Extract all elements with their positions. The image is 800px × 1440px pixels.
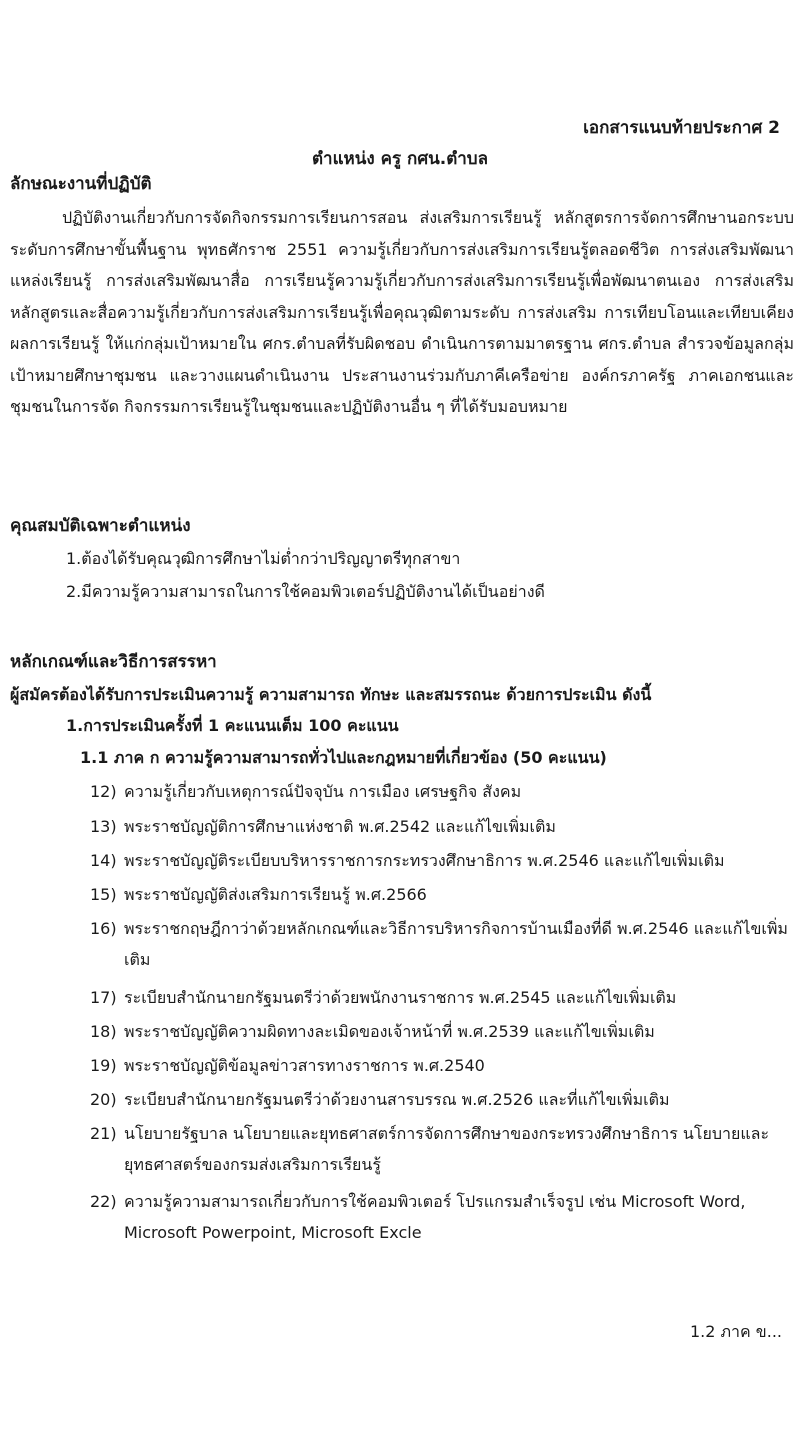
topic-item-19 <box>90 1050 788 1081</box>
position-title: ตำแหน่ง ครู กศน.ตำบล <box>312 149 488 169</box>
job-description-heading: ลักษณะงานที่ปฏิบัติ <box>10 174 152 194</box>
job-description-body: ปฏิบัติงานเกี่ยวกับการจัดกิจกรรมการเรียนการสอน ส่งเสริมการเรียนรู้ หลักสูตรการจัดการศึกษานอกระบบระดับการศึกษาขั้นพื้นฐาน พุทธศักราช 2551 ความรู้เกี่ยวกับการส่งเสริมการเรียนรู้ตลอดชีวิต การส่งเสริมพัฒนาแหล่งเรียนรู้ การส่งเสริมพัฒนาสื่อ การเรียนรู้ความรู้เกี่ยวกับการส่งเสริมการเรียนรู้เพื่อพัฒนาตนเอง การส่งเสริมหลักสูตรและสื่อความรู้เกี่ยวกับการส่งเสริมการเรียนรู้เพื่อคุณวุฒิตามระดับ การส่งเสริม การเทียบโอนและเทียบเคียงผลการเรียนรู้ ให้แก่กลุ่มเป้าหมายใน ศกร.ตำบลที่รับผิดชอบ ดำเนินการตามมาตรฐาน ศกร.ตำบล สำรวจข้อมูลกลุ่มเป้าหมายศึกษาชุมชน และวางแผนดำเนินงาน ประสานงานร่วมกับภาคีเครือข่าย องค์กรภาครัฐ ภาคเอกชนและชุมชนในการจัด กิจกรรมการเรียนรู้ในชุมชนและปฏิบัติงานอื่น ๆ ที่ได้รับมอบหมาย <box>10 208 794 416</box>
topic-number: 17) <box>90 988 117 1007</box>
qualifications-heading: คุณสมบัติเฉพาะตำแหน่ง <box>10 516 191 536</box>
topic-item-16 <box>90 913 788 975</box>
topic-item-17 <box>90 982 788 1013</box>
topic-number: 14) <box>90 851 117 870</box>
topic-number: 21) <box>90 1124 117 1143</box>
topic-item-20 <box>90 1084 788 1115</box>
topic-number: 15) <box>90 885 117 904</box>
topic-text: พระราชบัญญัติข้อมูลข่าวสารทางราชการ พ.ศ.2540 <box>124 1056 485 1075</box>
topic-text: ระเบียบสำนักนายกรัฐมนตรีว่าด้วยงานสารบรรณ พ.ศ.2526 และที่แก้ไขเพิ่มเติม <box>124 1090 670 1109</box>
round1-heading: 1.การประเมินครั้งที่ 1 คะแนนเต็ม 100 คะแนน <box>66 716 399 735</box>
qualification-item-1: 1.ต้องได้รับคุณวุฒิการศึกษาไม่ต่ำกว่าปริญญาตรีทุกสาขา <box>66 549 461 568</box>
topic-number: 13) <box>90 817 117 836</box>
selection-intro: ผู้สมัครต้องได้รับการประเมินความรู้ ความสามารถ ทักษะ และสมรรถนะ ด้วยการประเมิน ดังนี้ <box>10 685 652 704</box>
topic-text: พระราชบัญญัติระเบียบบริหารราชการกระทรวงศึกษาธิการ พ.ศ.2546 และแก้ไขเพิ่มเติม <box>124 851 725 870</box>
topic-number: 12) <box>90 782 117 801</box>
topic-item-22 <box>90 1186 788 1248</box>
topic-item-13 <box>90 811 788 842</box>
topic-number: 22) <box>90 1192 117 1211</box>
topic-text: ความรู้ความสามารถเกี่ยวกับการใช้คอมพิวเตอร์ โปรแกรมสำเร็จรูป เช่น Microsoft Word, Microsoft Powerpoint, Microsoft Excle <box>124 1192 746 1242</box>
topic-number: 19) <box>90 1056 117 1075</box>
topic-item-12 <box>90 776 788 807</box>
topic-text: นโยบายรัฐบาล นโยบายและยุทธศาสตร์การจัดการศึกษาของกระทรวงศึกษาธิการ นโยบายและยุทธศาสตร์ของกรมส่งเสริมการเรียนรู้ <box>124 1124 770 1174</box>
topic-item-21 <box>90 1118 788 1180</box>
topic-number: 16) <box>90 919 117 938</box>
topic-number: 18) <box>90 1022 117 1041</box>
topic-text: พระราชบัญญัติการศึกษาแห่งชาติ พ.ศ.2542 และแก้ไขเพิ่มเติม <box>124 817 556 836</box>
topic-text: พระราชบัญญัติความผิดทางละเมิดของเจ้าหน้าที่ พ.ศ.2539 และแก้ไขเพิ่มเติม <box>124 1022 655 1041</box>
topic-text: ความรู้เกี่ยวกับเหตุการณ์ปัจจุบัน การเมือง เศรษฐกิจ สังคม <box>124 782 522 801</box>
topic-number: 20) <box>90 1090 117 1109</box>
qualification-item-2: 2.มีความรู้ความสามารถในการใช้คอมพิวเตอร์ปฏิบัติงานได้เป็นอย่างดี <box>66 582 545 601</box>
topic-text: พระราชกฤษฎีกาว่าด้วยหลักเกณฑ์และวิธีการบริหารกิจการบ้านเมืองที่ดี พ.ศ.2546 และแก้ไขเพิ่มเติม <box>124 919 788 969</box>
selection-heading: หลักเกณฑ์และวิธีการสรรหา <box>10 652 217 672</box>
page-continuation: 1.2 ภาค ข... <box>689 1322 782 1341</box>
topic-item-15 <box>90 879 788 910</box>
topic-item-18 <box>90 1016 788 1047</box>
topic-text: ระเบียบสำนักนายกรัฐมนตรีว่าด้วยพนักงานราชการ พ.ศ.2545 และแก้ไขเพิ่มเติม <box>124 988 677 1007</box>
attachment-reference: เอกสารแนบท้ายประกาศ 2 <box>583 118 780 138</box>
topic-text: พระราชบัญญัติส่งเสริมการเรียนรู้ พ.ศ.2566 <box>124 885 427 904</box>
part-a-heading: 1.1 ภาค ก ความรู้ความสามารถทั่วไปและกฎหมายที่เกี่ยวข้อง (50 คะแนน) <box>80 748 607 767</box>
topic-item-14 <box>90 845 788 876</box>
